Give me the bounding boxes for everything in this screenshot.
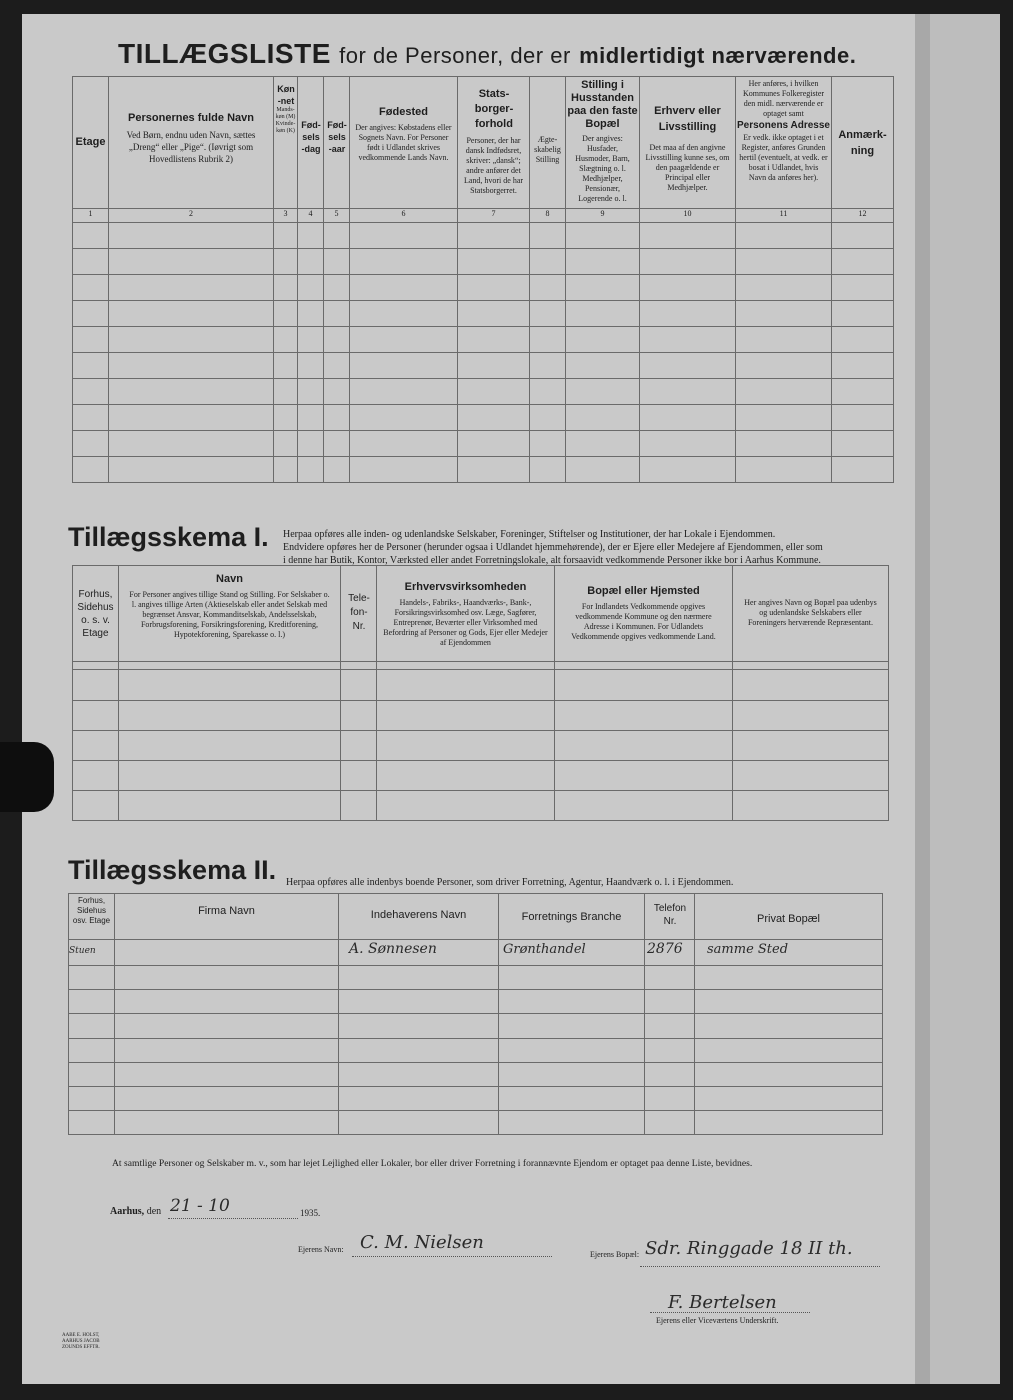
table-row[interactable] xyxy=(69,940,883,966)
s2-col-private-address: Privat Bopæl xyxy=(695,894,883,940)
col-birthplace: Fødested Der angives: Købstadens eller Sognets Navn. For Personer født i Udlandet skrives vedkommende Lands Navn. xyxy=(350,77,458,209)
s1-col-business: Erhvervsvirksomheden Handels-, Fabriks-, Haandværks-, Bank-, Forsikringsvirksomhed osv. Læge, Sagfører, Entreprenør, Beværter eller Virksomhed med Befordring af Personer og Gods, Ejer eller Medejer af Ejendommen xyxy=(377,566,555,662)
col-etage: Etage xyxy=(73,77,109,209)
s2-col-phone: Telefon Nr. xyxy=(645,894,695,940)
signature-label: Ejerens eller Viceværtens Underskrift. xyxy=(656,1316,779,1325)
col-household-position: Stilling i Husstanden paa den faste Bopæl Der angives: Husfader, Husmoder, Barn, Slægtning o. l. Medhjælper, Pensionær, Logerende o. l. xyxy=(566,77,640,209)
table-row[interactable] xyxy=(73,670,889,700)
table-row[interactable] xyxy=(73,353,894,379)
table-row[interactable] xyxy=(69,966,883,990)
table-row[interactable] xyxy=(73,405,894,431)
column-numbers-row: 1 2 3 4 5 6 7 8 9 10 11 12 xyxy=(73,209,894,223)
col-birthday: Fød-sels-dag xyxy=(298,77,324,209)
table-row[interactable] xyxy=(69,1038,883,1062)
row1-branch: Grønthandel xyxy=(503,942,586,958)
schema1-title: Tillægsskema I. xyxy=(68,522,269,552)
table-row[interactable] xyxy=(73,760,889,790)
schema1-note: Herpaa opføres alle inden- og udenlandske Selskaber, Foreninger, Stiftelser og Institutioner, der har Lokale i Ejendommen. Endvidere opføres her de Personer (herunder ogsaa i Udlandet hjemmehørende), der er Ejere eller Medejere af Ejendommen, eller som i denne har Butik, Kontor, Værksted eller andet Forretningslokale, alt forsaavidt vedkommende Personer ikke bor i Aarhus Kommune. xyxy=(283,529,823,566)
s1-col-residence: Bopæl eller Hjemsted For Indlandets Vedkommende opgives vedkommende Kommune og den nærmere Adresse i Kommunen. For Udlandets Vedkommende opgives vedkommende Land. xyxy=(555,566,733,662)
owner-name-label: Ejerens Navn: xyxy=(298,1245,344,1254)
date-line xyxy=(110,1206,161,1217)
col-birthyear: Fød-sels-aar xyxy=(324,77,350,209)
table-row[interactable] xyxy=(73,249,894,275)
table-row[interactable] xyxy=(73,327,894,353)
row1-etage: Stuen xyxy=(69,946,96,957)
col-gender: Køn-net Mands-køn (M) Kvinde-køn (K) xyxy=(274,77,298,209)
schema2-note: Herpaa opføres alle indenbys boende Personer, som driver Forretning, Agentur, Haandværk o. l. i Ejendommen. xyxy=(286,877,734,888)
col-occupation: Erhverv eller Livsstilling Det maa af den angivne Livsstilling kunne ses, om den paagældende er Principal eller Medhjælper. xyxy=(640,77,736,209)
table-row[interactable] xyxy=(73,790,889,820)
supplement-list-table xyxy=(72,76,894,483)
row1-phone: 2876 xyxy=(647,941,683,958)
title-rest: for de Personer, der er xyxy=(339,43,571,68)
col-citizenship: Stats-borger-forhold Personer, der har dansk Indfødsret, skriver: „dansk“; andre anfører det Land, hvori de har Statsborgerret. xyxy=(458,77,530,209)
city-label: Aarhus, xyxy=(110,1206,145,1217)
table-row[interactable] xyxy=(69,1086,883,1110)
certification-text: At samtlige Personer og Selskaber m. v., som har lejet Lejlighed eller Lokaler, bor eller driver Forretning i forannævnte Ejendom er optaget paa denne Liste, bevidnes. xyxy=(112,1158,753,1169)
owner-address-handwritten: Sdr. Ringgade 18 II th. xyxy=(645,1238,853,1259)
den-label: den xyxy=(146,1206,162,1217)
col-marital: Ægte-skabelig Stilling xyxy=(530,77,566,209)
next-page xyxy=(930,14,1000,1384)
printer-imprint: AABE E. HOLST, AARHUS JACOB ZOUNDS EFFTR. xyxy=(62,1333,100,1350)
table-row[interactable] xyxy=(69,1062,883,1086)
owner-address-underline xyxy=(640,1266,880,1267)
owner-name-underline xyxy=(352,1256,552,1257)
col-remarks: Anmærk-ning xyxy=(832,77,894,209)
col-address: Her anføres, i hvilken Kommunes Folkeregister den midl. nærværende er optaget samt Personens Adresse Er vedk. ikke optaget i et Register, anføres Grunden hertil (eventuelt, at vedk. er bosat i Udlandet, hvis Navn da anføres her). xyxy=(736,77,832,209)
date-underline xyxy=(168,1218,298,1219)
signature-underline xyxy=(650,1312,810,1313)
table-row[interactable] xyxy=(69,1110,883,1134)
owner-name-handwritten: C. M. Nielsen xyxy=(360,1232,484,1253)
table-row[interactable] xyxy=(69,990,883,1014)
s2-col-etage: Forhus, Sidehus osv. Etage xyxy=(69,894,115,940)
binder-tab xyxy=(0,742,54,812)
row1-firm xyxy=(115,940,339,966)
schema2-table xyxy=(68,893,883,1135)
table-row[interactable] xyxy=(73,301,894,327)
table-row[interactable] xyxy=(73,275,894,301)
date-handwritten: 21 - 10 xyxy=(170,1196,230,1216)
table-row[interactable] xyxy=(73,223,894,249)
col-name: Personernes fulde Navn Ved Børn, endnu uden Navn, sættes „Dreng“ eller „Pige“. (Iøvrigt som Hovedlistens Rubrik 2) xyxy=(109,77,274,209)
row1-private-address: samme Sted xyxy=(707,942,789,958)
table-row[interactable] xyxy=(73,457,894,483)
owner-address-label: Ejerens Bopæl: xyxy=(590,1250,640,1259)
table-row[interactable] xyxy=(73,431,894,457)
signature: F. Bertelsen xyxy=(668,1292,777,1313)
schema2-title: Tillægsskema II. xyxy=(68,855,277,885)
table-row[interactable] xyxy=(73,730,889,760)
year-label: 1935. xyxy=(300,1208,321,1218)
s2-col-branch: Forretnings Branche xyxy=(499,894,645,940)
row1-owner: A. Sønnesen xyxy=(349,941,437,958)
s1-col-etage: Forhus, Sidehus o. s. v. Etage xyxy=(73,566,119,662)
page-title xyxy=(118,38,856,70)
s1-col-name: Navn For Personer angives tillige Stand og Stilling. For Selskaber o. l. angives tillige Arten (Aktieselskab eller andet Selskab med begrænset Ansvar, Kommanditselskab, Andelsselskab, Forbrugsforening, Forsikringsforening, Kreditforening, Hypotekforening, Sparekasse o. l.) xyxy=(119,566,341,662)
schema1-table xyxy=(72,565,889,821)
s1-col-phone: Tele-fon-Nr. xyxy=(341,566,377,662)
s1-col-representative: Her angives Navn og Bopæl paa udenbys og udenlandske Selskabers eller Foreningers herværende Repræsentant. xyxy=(733,566,889,662)
title-bold: midlertidigt nærværende. xyxy=(579,43,857,68)
table-row[interactable] xyxy=(73,700,889,730)
table-row[interactable] xyxy=(73,379,894,405)
s2-col-firm: Firma Navn xyxy=(115,894,339,940)
table-row[interactable] xyxy=(69,1014,883,1038)
title-main: TILLÆGSLISTE xyxy=(118,38,331,69)
s2-col-owner: Indehaverens Navn xyxy=(339,894,499,940)
